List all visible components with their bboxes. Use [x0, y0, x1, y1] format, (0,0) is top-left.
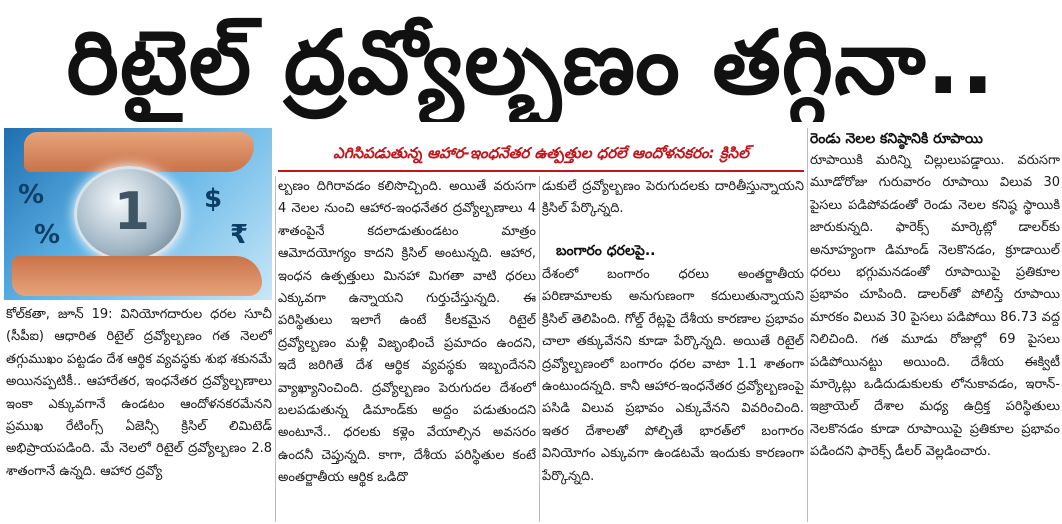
headline: రిటైల్ ద్రవ్యోల్బణం తగ్గినా..: [66, 11, 996, 114]
article-text: ల్బణం దిగిరావడం కలిసొచ్చింది. అయితే వరుసగా 4 నెలల నుంచి ఆహార-ఇంధనేతర ద్రవ్యోల్బణాలు 4 శాతంపైనే కదలాడుతుండటం మాత్రం ఆమోదయోగ్యం కాదని క్రిసిల్ అంటున్నది. ఆహార, ఇంధన ఉత్పత్తులు మినహా మిగతా వాటి ధరలు ఎక్కువగా ఉన్నాయని గుర్తుచేస్తున్నది. ఈ పరిస్థితులు ఇలాగే ఉంటే కీలకమైన రిటైల్ ద్రవ్యోల్బణం మళ్లీ విజృంభించే ప్రమాదం ఉందని, ఇదే జరిగితే దేశ ఆర్థిక వ్యవస్థకు ఇబ్బందేనని వ్యాఖ్యానించింది. ద్రవ్యోల్బణం పెరుగుదల దేశంలో బలపడుతున్న డిమాండ్‌కు అద్దం పడుతుందని అంటూనే.. ధరలకు కళ్లెం వేయాల్సిన అవసరం ఉందనీ చెప్తున్నది. కాగా, దేశీయ పరిస్థితుల కంటే అంతర్జాతీయ ఆర్థిక ఒడిదొ: [278, 179, 536, 486]
article-text: రూపాయికి మరిన్ని చిల్లులుపడ్డాయి. వరుసగా మూడోరోజు గురువారం రూపాయి విలువ 30 పైసలు పడిపోవడంతో రెండు నెలల కనిష్ఠ స్థాయికి జారుకున్నది. ఫారెక్స్ మార్కెట్లో డాలర్‌కు అనూహ్యంగా డిమాండ్ నెలకొనడం, క్రూడాయిల్ ధరలు భగ్గుమనడంతో రూపాయిపై ప్రతికూల ప్రభావం చూపింది. డాలర్‌తో పోలిస్తే రూపాయి మారకం విలువ 30 పైసలు పడిపోయి 86.73 వద్ద నిలిచింది. గత మూడు రోజుల్లో 69 పైసలు పడిపోయినట్టు అయింది. దేశీయ ఈక్విటీ మార్కెట్లు ఒడిదుడుకులకు లోనుకావడం, ఇరాన్-ఇజ్రాయెల్ దేశాల మధ్య ఉద్రిక్త పరిస్థితులు నెలకొనడం కూడా రూపాయిపై ప్రతికూల ప్రభావం పడిందని ఫారెక్స్ డీలర్ వెల్లడించారు.: [810, 153, 1060, 460]
photo-symbol: ₹: [230, 220, 249, 250]
coin-number: 1: [113, 182, 151, 242]
news-photo: [4, 128, 272, 300]
article-column-3-gold: [542, 264, 804, 522]
subhead-rule: [278, 170, 804, 172]
subheadline: ఎగిసిపడుతున్న ఆహార-ఇంధనేతర ఉత్పత్తుల ధరలే ఆందోళనకరం: క్రిసిల్: [333, 144, 749, 162]
column-divider: [275, 176, 276, 522]
hand-bottom-image: [12, 256, 262, 296]
photo-symbol: %: [18, 180, 45, 210]
article-column-1: [6, 304, 272, 522]
photo-symbol: $: [204, 184, 223, 214]
article-text: డుకులే ద్రవ్యోల్బణం పెరుగుదలకు దారితీస్తున్నాయని క్రిసిల్ పేర్కొన్నది.: [542, 179, 804, 217]
article-column-2: [278, 176, 536, 522]
photo-symbol: %: [34, 220, 61, 250]
article-column-3: [542, 176, 804, 236]
article-column-4: [810, 150, 1060, 522]
article-text: కోల్‌కతా, జూన్ 19: వినియోగదారుల ధరల సూచీ (సీపీఐ) ఆధారిత రిటైల్ ద్రవ్యోల్బణం గత నెలలో తగ్గుముఖం పట్టడం దేశ ఆర్థిక వ్యవస్థకు శుభ శకునమే అయినప్పటికీ.. ఆహారేతర, ఇంధనేతర ద్రవ్యోల్బణాలు ఇంకా ఎక్కువగానే ఉండటం ఆందోళనకరమేనని ప్రముఖ రేటింగ్స్ ఏజెన్సీ క్రిసిల్ లిమిటెడ్ అభిప్రాయపడింది. మే నెలలో రిటైల్ ద్రవ్యోల్బణం 2.8 శాతంగానే ఉన్నది. ఆహార ద్రవ్యో: [6, 307, 272, 479]
section-title-gold: బంగారం ధరలపై..: [556, 243, 656, 259]
column-divider: [539, 176, 540, 522]
section-title-rupee: రెండు నెలల కనిష్ఠానికి రూపాయి: [810, 131, 983, 147]
article-text: దేశంలో బంగారం ధరలు అంతర్జాతీయ పరిణామాలకు అనుగుణంగా కదులుతున్నాయని క్రిసిల్ తెలిపింది. గోల్డ్ రేట్లపై దేశీయ కారణాల ప్రభావం చాలా తక్కువేనని కూడా పేర్కొన్నది. అయితే రిటైల్ ద్రవ్యోల్బణంలో బంగారం ధరల వాటా 1.1 శాతంగా ఉంటుందన్నది. కానీ ఆహార-ఇంధనేతర ద్రవ్యోల్బణంపై పసిడి విలువ ప్రభావం ఎక్కువేనని వివరించింది. ఇతర దేశాలతో పోల్చితే భారత్‌లో బంగారం వినియోగం ఎక్కువగా ఉండటమే ఇందుకు కారణంగా పేర్కొన్నది.: [542, 267, 804, 484]
column-divider: [807, 128, 808, 522]
